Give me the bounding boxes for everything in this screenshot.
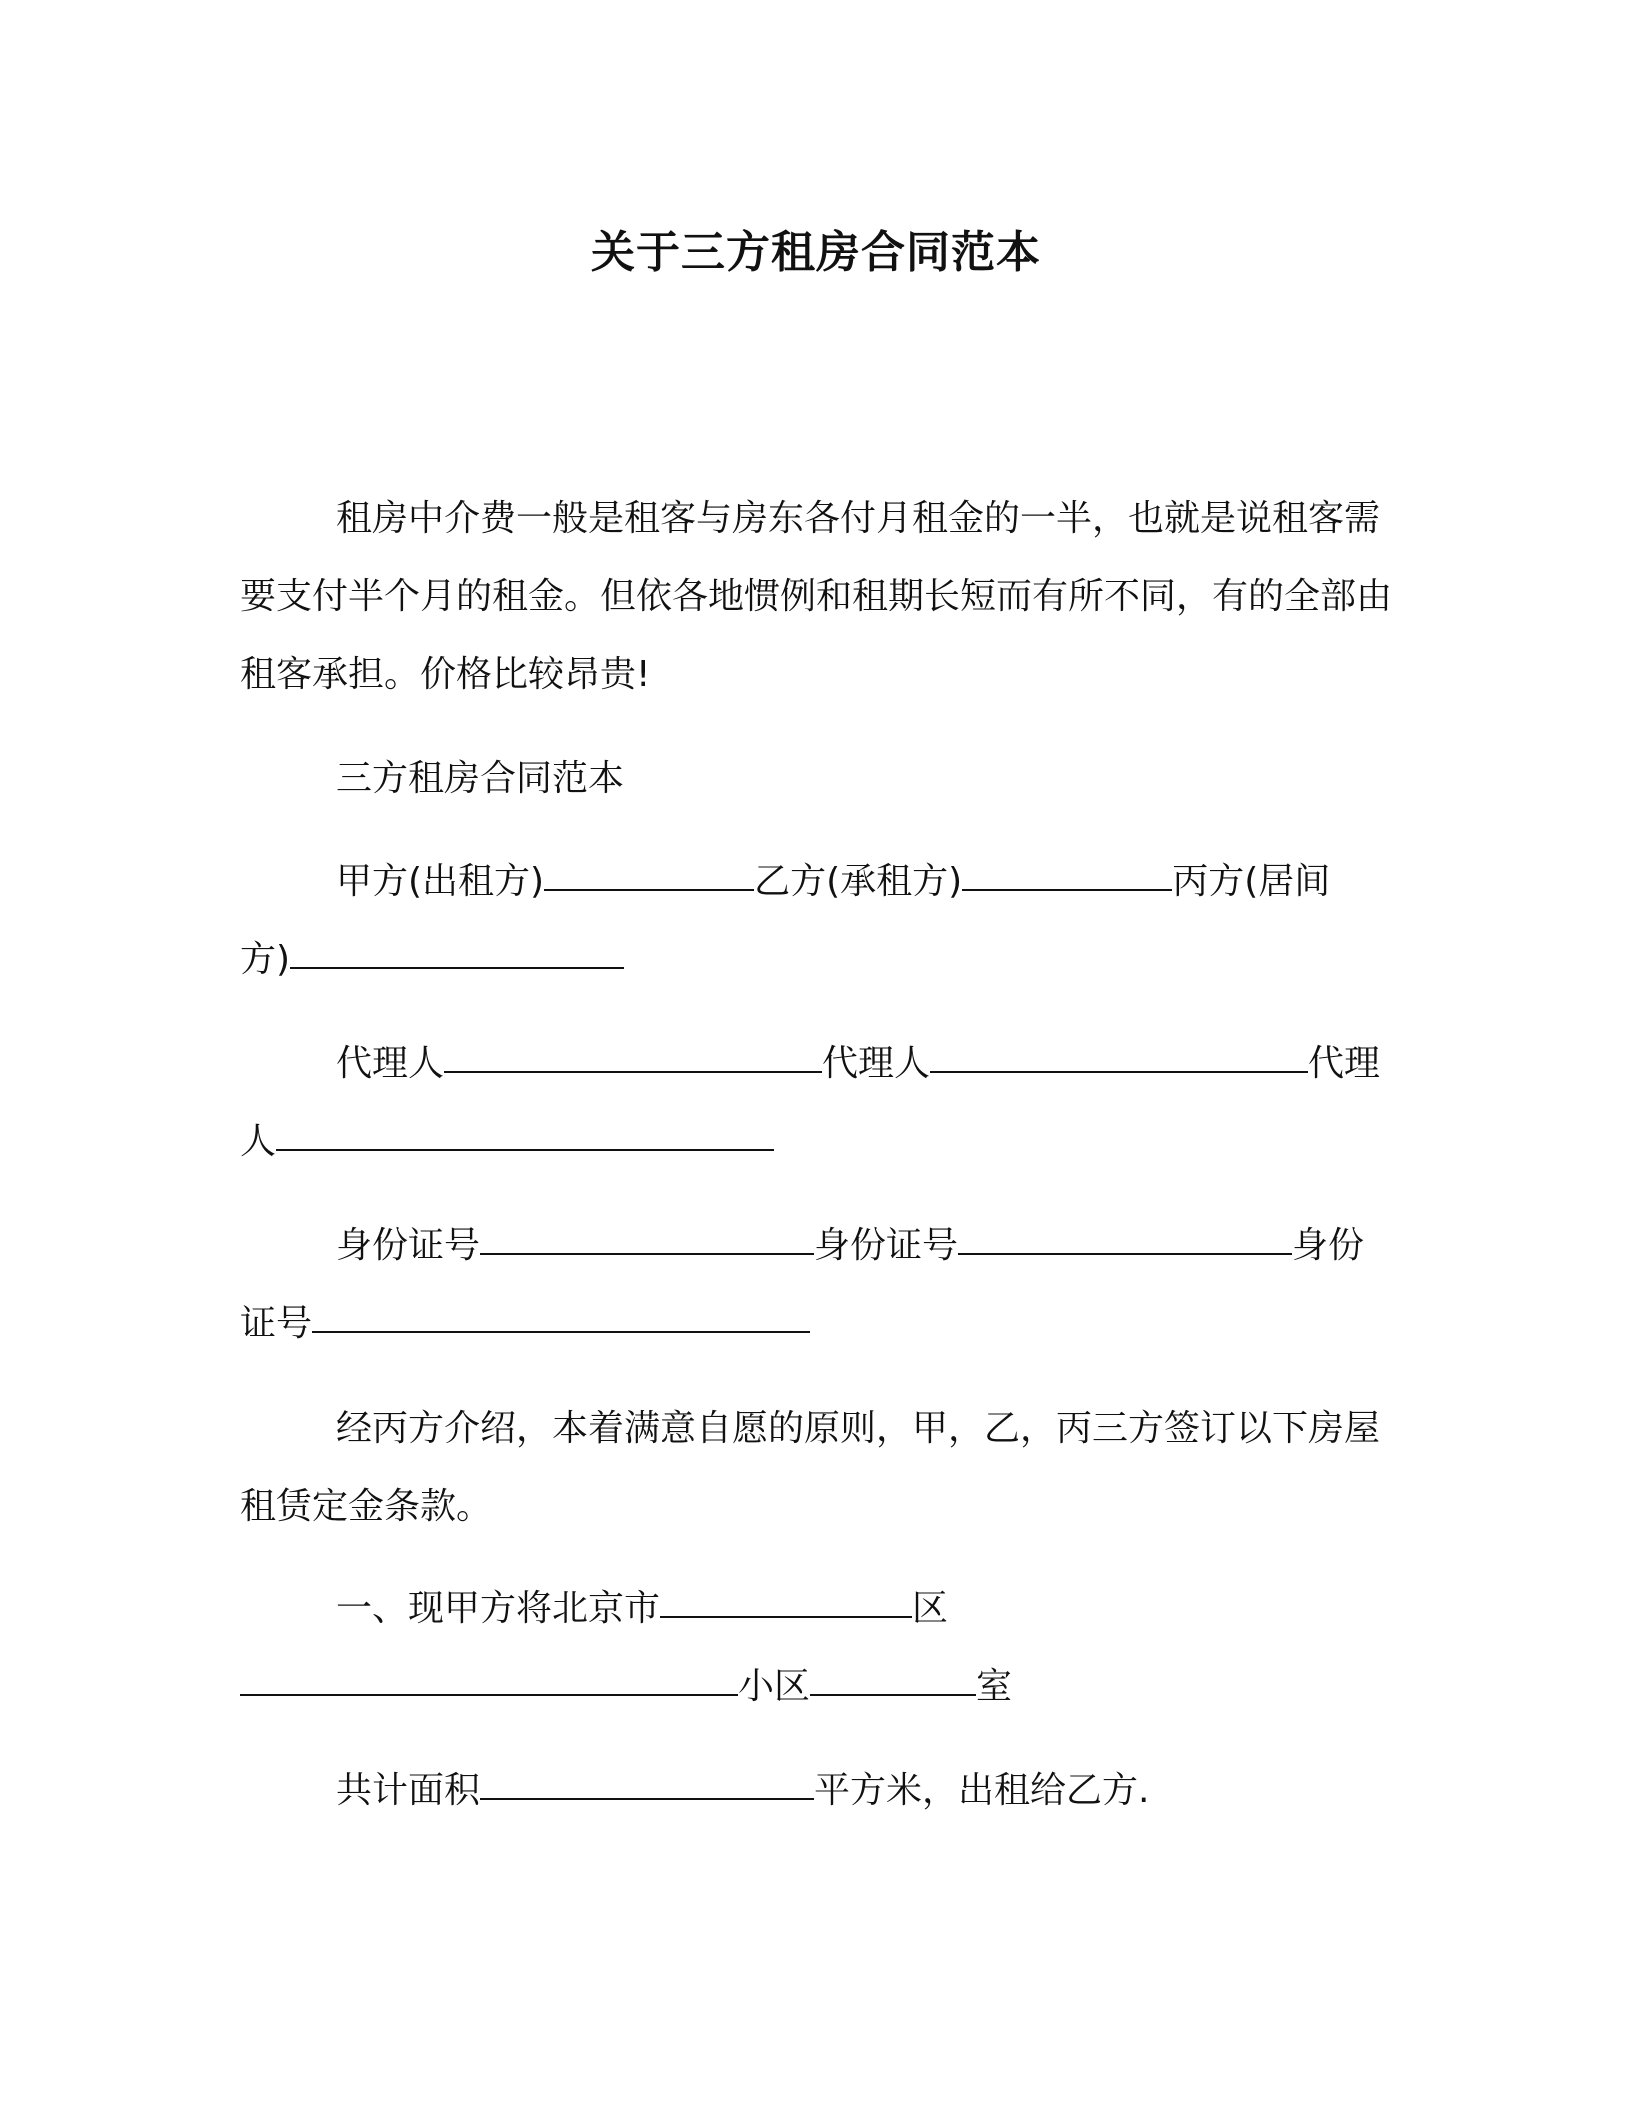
- id-2-blank[interactable]: [958, 1252, 1292, 1255]
- agent-2-blank[interactable]: [930, 1070, 1308, 1073]
- agent-1-blank[interactable]: [444, 1070, 822, 1073]
- community-label: 小区: [738, 1666, 811, 1707]
- community-blank[interactable]: [240, 1693, 738, 1696]
- ids-line-cont: [240, 1285, 810, 1363]
- parties-line-cont: [240, 921, 624, 999]
- agreement-paragraph: 经丙方介绍，本着满意自愿的原则，甲，乙，丙三方签订以下房屋租赁定金条款。: [240, 1408, 1381, 1527]
- id-3-label: 身份: [1292, 1225, 1365, 1266]
- agent-2-label: 代理人: [822, 1043, 931, 1084]
- agent-3-blank[interactable]: [276, 1148, 774, 1151]
- id-1-blank[interactable]: [480, 1252, 814, 1255]
- agent-3-label-cont: 人: [240, 1121, 277, 1162]
- district-label: 区: [912, 1588, 949, 1629]
- party-c-label-cont: 方): [240, 939, 291, 980]
- document-title: 关于三方租房合同范本: [591, 227, 1041, 278]
- district-blank[interactable]: [660, 1615, 912, 1618]
- room-blank[interactable]: [810, 1693, 976, 1696]
- agents-line-cont: [240, 1103, 774, 1181]
- agent-1-label: 代理人: [336, 1043, 445, 1084]
- id-2-label: 身份证号: [814, 1225, 959, 1266]
- agents-line: [336, 1025, 1380, 1103]
- area-blank[interactable]: [480, 1797, 814, 1800]
- clause-1-line-cont: [240, 1648, 1012, 1726]
- party-a-label: 甲方(出租方): [336, 861, 545, 902]
- area-suffix: 平方米，出租给乙方.: [814, 1770, 1150, 1811]
- intro-paragraph: 租房中介费一般是租客与房东各付月租金的一半，也就是说租客需要支付半个月的租金。但依各地惯例和租期长短而有所不同，有的全部由租客承担。价格比较昂贵!: [240, 498, 1393, 695]
- party-c-label: 丙方(居间: [1172, 861, 1331, 902]
- area-line: [336, 1752, 1149, 1830]
- parties-line: [336, 843, 1330, 921]
- id-3-label-cont: 证号: [240, 1303, 313, 1344]
- party-b-blank[interactable]: [962, 888, 1172, 891]
- room-label: 室: [976, 1666, 1013, 1707]
- party-a-blank[interactable]: [544, 888, 754, 891]
- party-b-label: 乙方(承租方): [754, 861, 963, 902]
- id-3-blank[interactable]: [312, 1330, 810, 1333]
- contract-subtitle: 三方租房合同范本: [336, 758, 625, 799]
- clause-1-line: [336, 1570, 948, 1648]
- party-c-blank[interactable]: [290, 966, 624, 969]
- id-1-label: 身份证号: [336, 1225, 481, 1266]
- area-prefix: 共计面积: [336, 1770, 481, 1811]
- ids-line: [336, 1207, 1364, 1285]
- agent-3-label: 代理: [1308, 1043, 1381, 1084]
- clause-1-prefix: 一、现甲方将北京市: [336, 1588, 661, 1629]
